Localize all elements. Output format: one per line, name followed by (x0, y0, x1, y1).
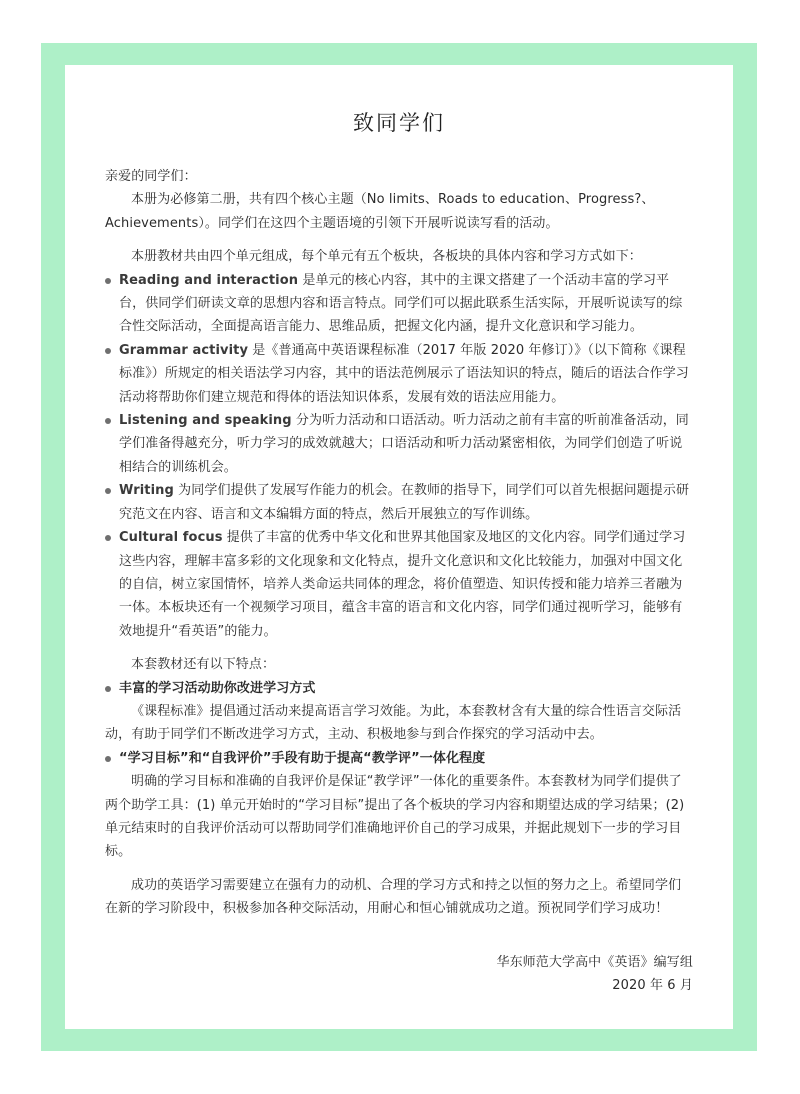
structure-paragraph: 本册教材共由四个单元组成，每个单元有五个板块，各板块的具体内容和学习方式如下： (131, 249, 642, 265)
features-intro: 本套教材还有以下特点： (131, 657, 276, 673)
section-text: 为同学们提供了发展写作能力的机会。在教师的指导下，同学们可以首先根据问题提示研究范文在内容、语言和文本编辑方面的特点，然后开展独立的写作训练。 (119, 483, 690, 522)
letter-content (105, 65, 693, 997)
signature-block (105, 951, 693, 998)
section-term: Reading and interaction (119, 272, 299, 288)
feature-text: 明确的学习目标和准确的自我评价是保证“教学评”一体化的重要条件。本套教材为同学们提供了两个助学工具：(1) 单元开始时的“学习目标”提出了各个板块的学习内容和期望达成的学习结果；(2) 单元结束时的自我评价活动可以帮助同学们准确地评价自己的学习成果，并据此规划下一步的学习目标。 (105, 774, 685, 860)
section-item (105, 479, 693, 526)
intro-paragraph: 本册为必修第二册，共有四个核心主题（No limits、Roads to education、Progress?、Achievements）。同学们在这四个主题语境的引领下开展听说读写看的活动。 (105, 192, 655, 231)
section-term: Cultural focus (119, 530, 223, 546)
section-text: 是《普通高中英语课程标准（2017 年版 2020 年修订）》（以下简称《课程标准》）所规定的相关语法学习内容，其中的语法范例展示了语法知识的特点，随后的语法合作学习活动将帮助你们建立规范和得体的语法知识体系，发展有效的语法应用能力。 (119, 342, 689, 405)
date: 2020 年 6 月 (612, 978, 693, 993)
closing-paragraph: 成功的英语学习需要建立在强有力的动机、合理的学习方式和持之以恒的努力之上。希望同学们在新的学习阶段中，积极参加各种交际活动，用耐心和恒心铺就成功之道。预祝同学们学习成功！ (105, 877, 682, 917)
greeting: 亲爱的同学们： (105, 169, 197, 184)
section-item (105, 269, 693, 339)
section-term: Writing (119, 483, 174, 499)
feature-text: 《课程标准》提倡通过活动来提高语言学习效能。为此，本套教材含有大量的综合性语言交际活动，有助于同学们不断改进学习方式，主动、积极地参与到合作探究的学习活动中去。 (105, 703, 682, 743)
feature-heading: 丰富的学习活动助你改进学习方式 (105, 677, 693, 700)
section-term: Listening and speaking (119, 413, 292, 429)
section-text: 是单元的核心内容，其中的主课文搭建了一个活动丰富的学习平台，供同学们研读文章的思想内容和语言特点。同学们可以据此联系生活实际，开展听说读写的综合性交际活动，全面提高语言能力、思维品质，把握文化内涵，提升文化意识和学习能力。 (119, 272, 683, 335)
section-text: 分为听力活动和口语活动。听力活动之前有丰富的听前准备活动，同学们准备得越充分，听力学习的成效就越大；口语活动和听力活动紧密相依，为同学们创造了听说相结合的训练机会。 (119, 413, 689, 475)
section-item (105, 339, 693, 409)
section-term: Grammar activity (119, 342, 249, 358)
feature-heading: “学习目标”和“自我评价”手段有助于提高“教学评”一体化程度 (105, 747, 693, 770)
section-text: 提供了丰富的优秀中华文化和世界其他国家及地区的文化内容。同学们通过学习这些内容，理解丰富多彩的文化现象和文化特点，提升文化意识和文化比较能力，加强对中国文化的自信，树立家国情怀，培养人类命运共同体的理念，将价值塑造、知识传授和能力培养三者融为一体。本板块还有一个视频学习项目，蕴含丰富的语言和文化内容，同学们通过视听学习，能够有效地提升“看英语”的能力。 (119, 530, 686, 639)
page-title: 致同学们 (353, 111, 445, 135)
signature: 华东师范大学高中《英语》编写组 (496, 954, 693, 970)
page (65, 65, 733, 1029)
section-item (105, 526, 693, 643)
section-item (105, 409, 693, 479)
